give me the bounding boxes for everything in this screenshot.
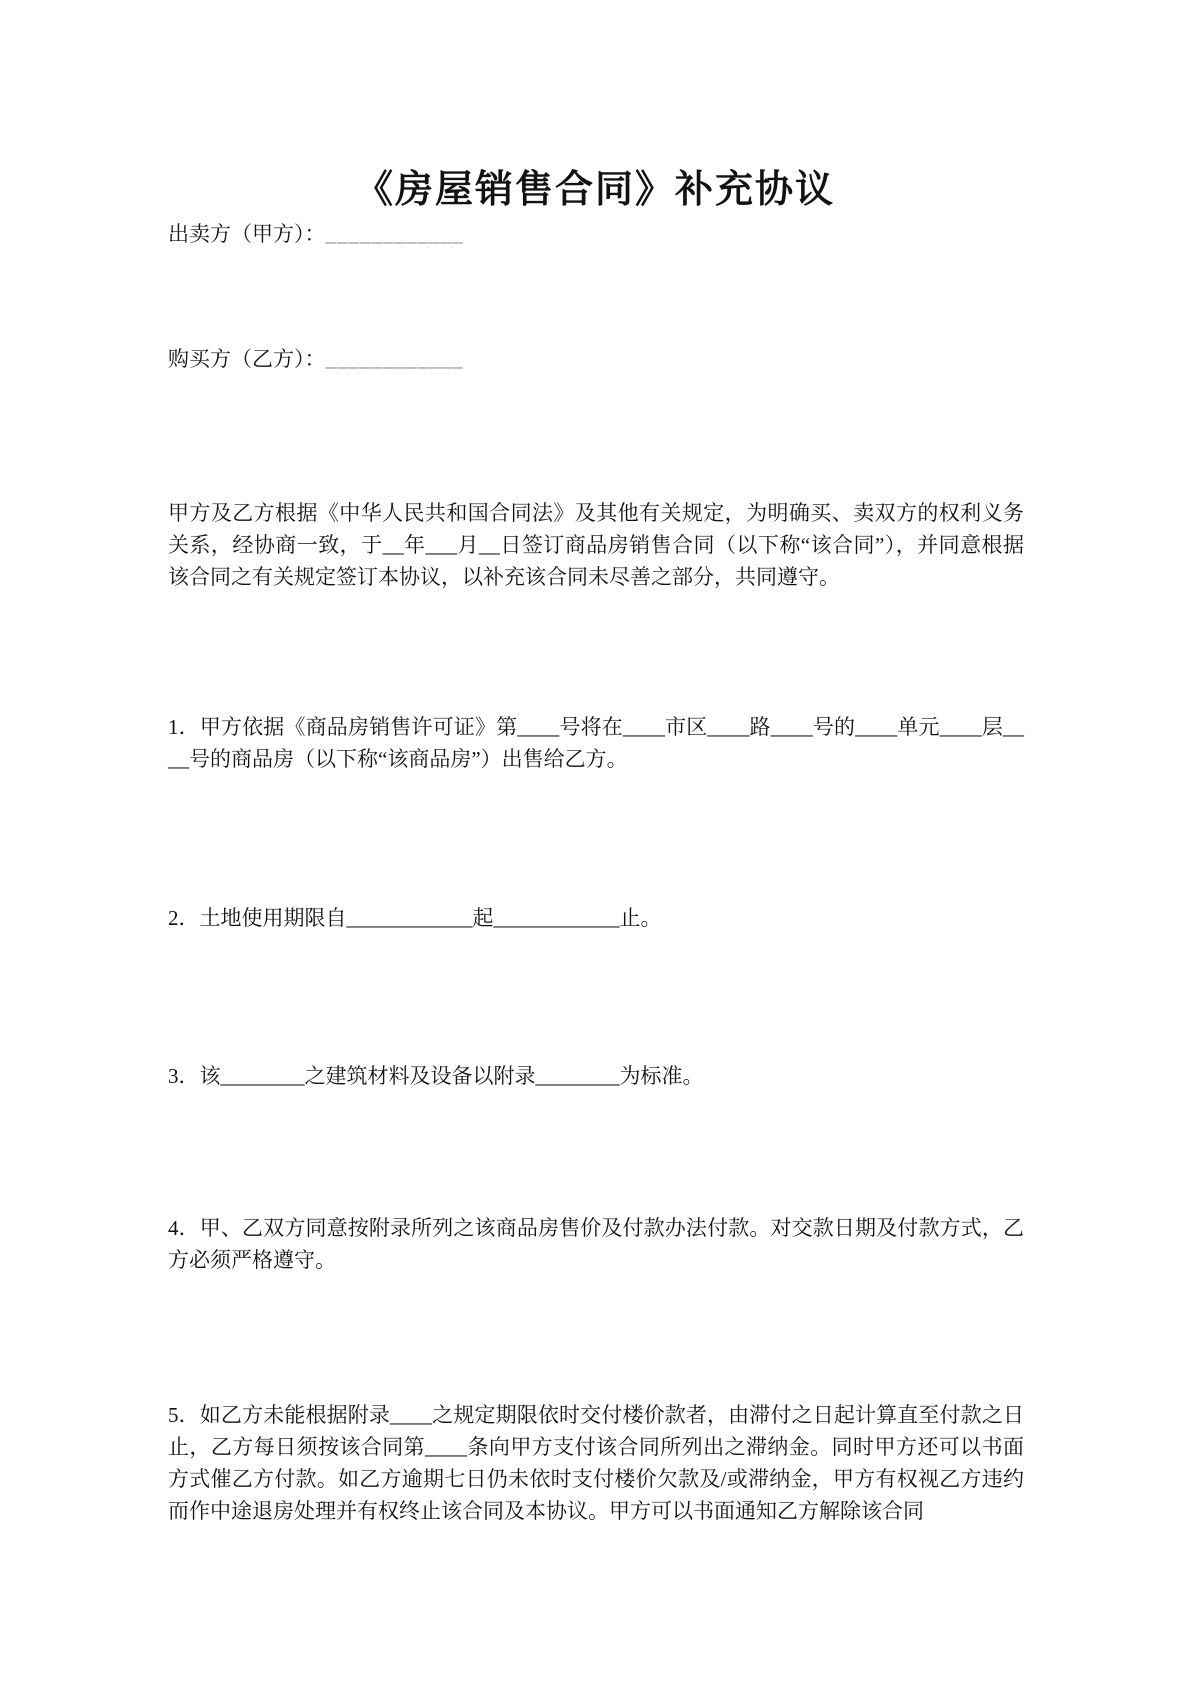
party-a-line <box>168 219 1028 249</box>
preamble-paragraph: 甲方及乙方根据《中华人民共和国合同法》及其他有关规定，为明确买、卖双方的权利义务关系，经协商一致，于__年___月__日签订商品房销售合同（以下称“该合同”），并同意根据该合同之有关规定签订本协议，以补充该合同未尽善之部分，共同遵守。 <box>168 501 1024 589</box>
clause-5: 5．如乙方未能根据附录____之规定期限依时交付楼价款者，由滞付之日起计算直至付款之日止，乙方每日须按该合同第____条向甲方支付该合同所列出之滞纳金。同时甲方还可以书面方式催乙方付款。如乙方逾期七日仍未依时支付楼价欠款及/或滞纳金，甲方有权视乙方违约而作中途退房处理并有权终止该合同及本协议。甲方可以书面通知乙方解除该合同 <box>168 1403 1024 1523</box>
clause-4: 4．甲、乙双方同意按附录所列之该商品房售价及付款办法付款。对交款日期及付款方式，乙方必须严格遵守。 <box>168 1216 1024 1272</box>
clause-3: 3．该________之建筑材料及设备以附录________为标准。 <box>168 1064 704 1088</box>
party-a-label: 出卖方（甲方）： <box>168 222 326 246</box>
party-b-line <box>168 344 1028 374</box>
clause-1: 1．甲方依据《商品房销售许可证》第____号将在____市区____路____号的____单元____层____号的商品房（以下称“该商品房”）出售给乙方。 <box>168 715 1024 771</box>
page-title: 《房屋销售合同》补充协议 <box>354 169 835 211</box>
party-a-blank: ____________ <box>325 222 464 246</box>
party-b-label: 购买方（乙方）： <box>168 347 326 371</box>
clause-2: 2．土地使用期限自____________起____________止。 <box>168 906 662 930</box>
party-b-blank: ____________ <box>325 347 464 371</box>
